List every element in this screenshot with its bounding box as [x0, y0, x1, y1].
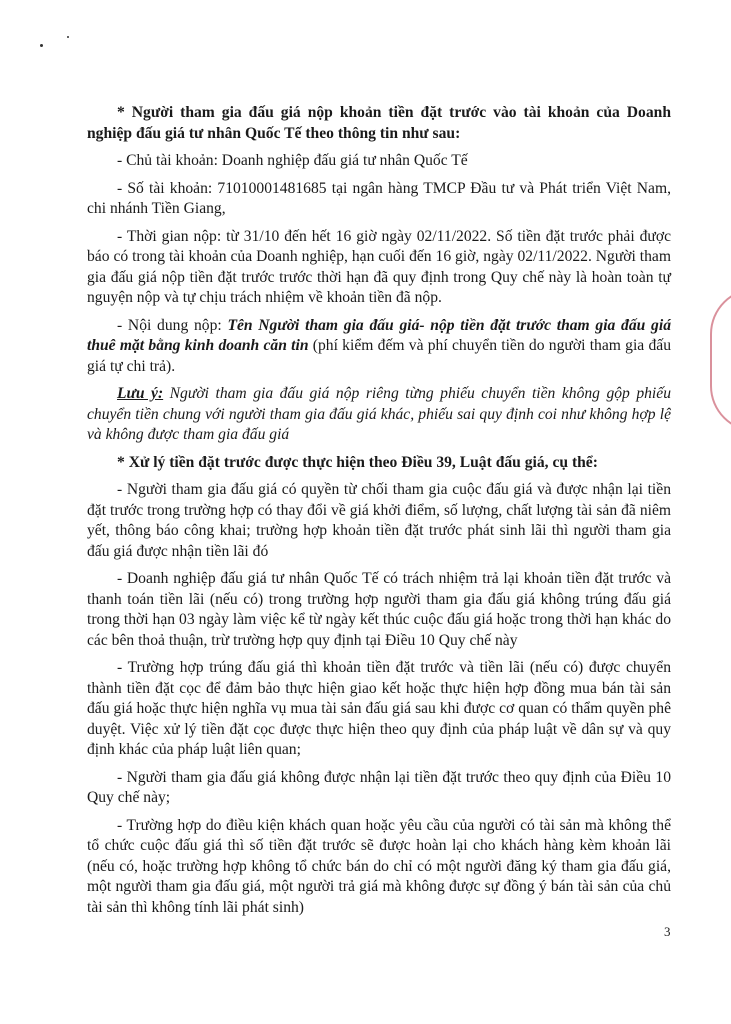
section-heading-deposit-account: * Người tham gia đấu giá nộp khoản tiền đặt trước vào tài khoản của Doanh nghiệp đấu giá tư nhân Quốc Tế theo thông tin như sau:	[87, 104, 671, 142]
paragraph-winning-case: - Trường hợp trúng đấu giá thì khoản tiền đặt trước và tiền lãi (nếu có) được chuyển thành tiền đặt cọc để đảm bảo thực hiện giao kết hoặc thực hiện hợp đồng mua bán tài sản đấu giá hoặc thực hiện nghĩa vụ mua tài sản đấu giá sau khi được cơ quan có thẩm quyền phê duyệt. Việc xử lý tiền đặt cọc được thực hiện theo quy định của pháp luật về dân sự và quy định khác của pháp luật liên quan;	[87, 659, 671, 758]
paragraph-refusal-right: - Người tham gia đấu giá có quyền từ chối tham gia cuộc đấu giá và được nhận lại tiền đặt trước trong trường hợp có thay đổi về giá khởi điểm, số lượng, chất lượng tài sản đã niêm yết, thông báo công khai; trường hợp khoản tiền đặt trước phát sinh lãi thì người tham gia đấu giá được nhận tiền lãi đó	[87, 481, 671, 560]
paragraph-payment-content	[87, 316, 671, 378]
payment-content-suffix: (phí kiểm đếm và phí chuyển tiền do người tham gia đấu giá tự chi trả).	[87, 337, 671, 375]
note-label: Lưu ý:	[117, 385, 164, 402]
payment-content-prefix: - Nội dung nộp:	[117, 316, 228, 334]
paragraph-note	[87, 384, 671, 446]
paragraph-account-holder: - Chủ tài khoản: Doanh nghiệp đấu giá tư nhân Quốc Tế	[117, 152, 468, 169]
paragraph-account-number: - Số tài khoản: 71010001481685 tại ngân hàng TMCP Đầu tư và Phát triển Việt Nam, chi nhánh Tiền Giang,	[87, 179, 671, 217]
paragraph-no-refund: - Người tham gia đấu giá không được nhận lại tiền đặt trước theo quy định của Điều 10 Quy chế này;	[87, 768, 671, 806]
paragraph-payment-time: - Thời gian nộp: từ 31/10 đến hết 16 giờ ngày 02/11/2022. Số tiền đặt trước phải được báo có trong tài khoản của Doanh nghiệp, hạn cuối đến 16 giờ, ngày 02/11/2022. Người tham gia đấu giá nộp tiền đặt trước trước thời hạn đã quy định trong Quy chế này là hoàn toàn tự nguyện nộp và tự chịu trách nhiệm về khoản tiền đã nộp.	[87, 227, 671, 306]
payment-content-emphasis: Tên Người tham gia đấu giá- nộp tiền đặt trước tham gia đấu giá thuê mặt bằng kinh doanh căn tin	[87, 316, 671, 354]
document-body	[87, 103, 671, 925]
paragraph-refund-obligation: - Doanh nghiệp đấu giá tư nhân Quốc Tế có trách nhiệm trả lại khoản tiền đặt trước và thanh toán tiền lãi (nếu có) trong trường hợp người tham gia đấu giá không trúng đấu giá trong thời hạn 03 ngày làm việc kể từ ngày kết thúc cuộc đấu giá hoặc trong thời hạn khác do các bên thoả thuận, trừ trường hợp quy định tại Điều 10 Quy chế này	[87, 570, 671, 649]
red-seal-stamp-edge	[708, 288, 731, 428]
scan-speck	[40, 44, 43, 47]
scan-speck	[67, 36, 69, 38]
seal-arc	[710, 288, 731, 432]
section-heading-deposit-handling: * Xử lý tiền đặt trước được thực hiện theo Điều 39, Luật đấu giá, cụ thể:	[117, 453, 598, 471]
paragraph-objective-conditions: - Trường hợp do điều kiện khách quan hoặc yêu cầu của người có tài sản mà không thể tổ chức cuộc đấu giá thì số tiền đặt trước sẽ được hoàn lại cho khách hàng kèm khoản lãi (nếu có, hoặc trường hợp không tổ chức bán do chỉ có một người đăng ký tham gia đấu giá, một người tham gia đấu giá, một người trả giá mà không được sự đồng ý bán tài sản của chủ tài sản thì không tính lãi phát sinh)	[87, 816, 671, 916]
page-number: 3	[664, 924, 671, 939]
note-text: Người tham gia đấu giá nộp riêng từng phiếu chuyển tiền không gộp phiếu chuyển tiền chung với người tham gia đấu giá khác, phiếu sai quy định coi như không hợp lệ và không được tham gia đấu giá	[87, 385, 671, 443]
